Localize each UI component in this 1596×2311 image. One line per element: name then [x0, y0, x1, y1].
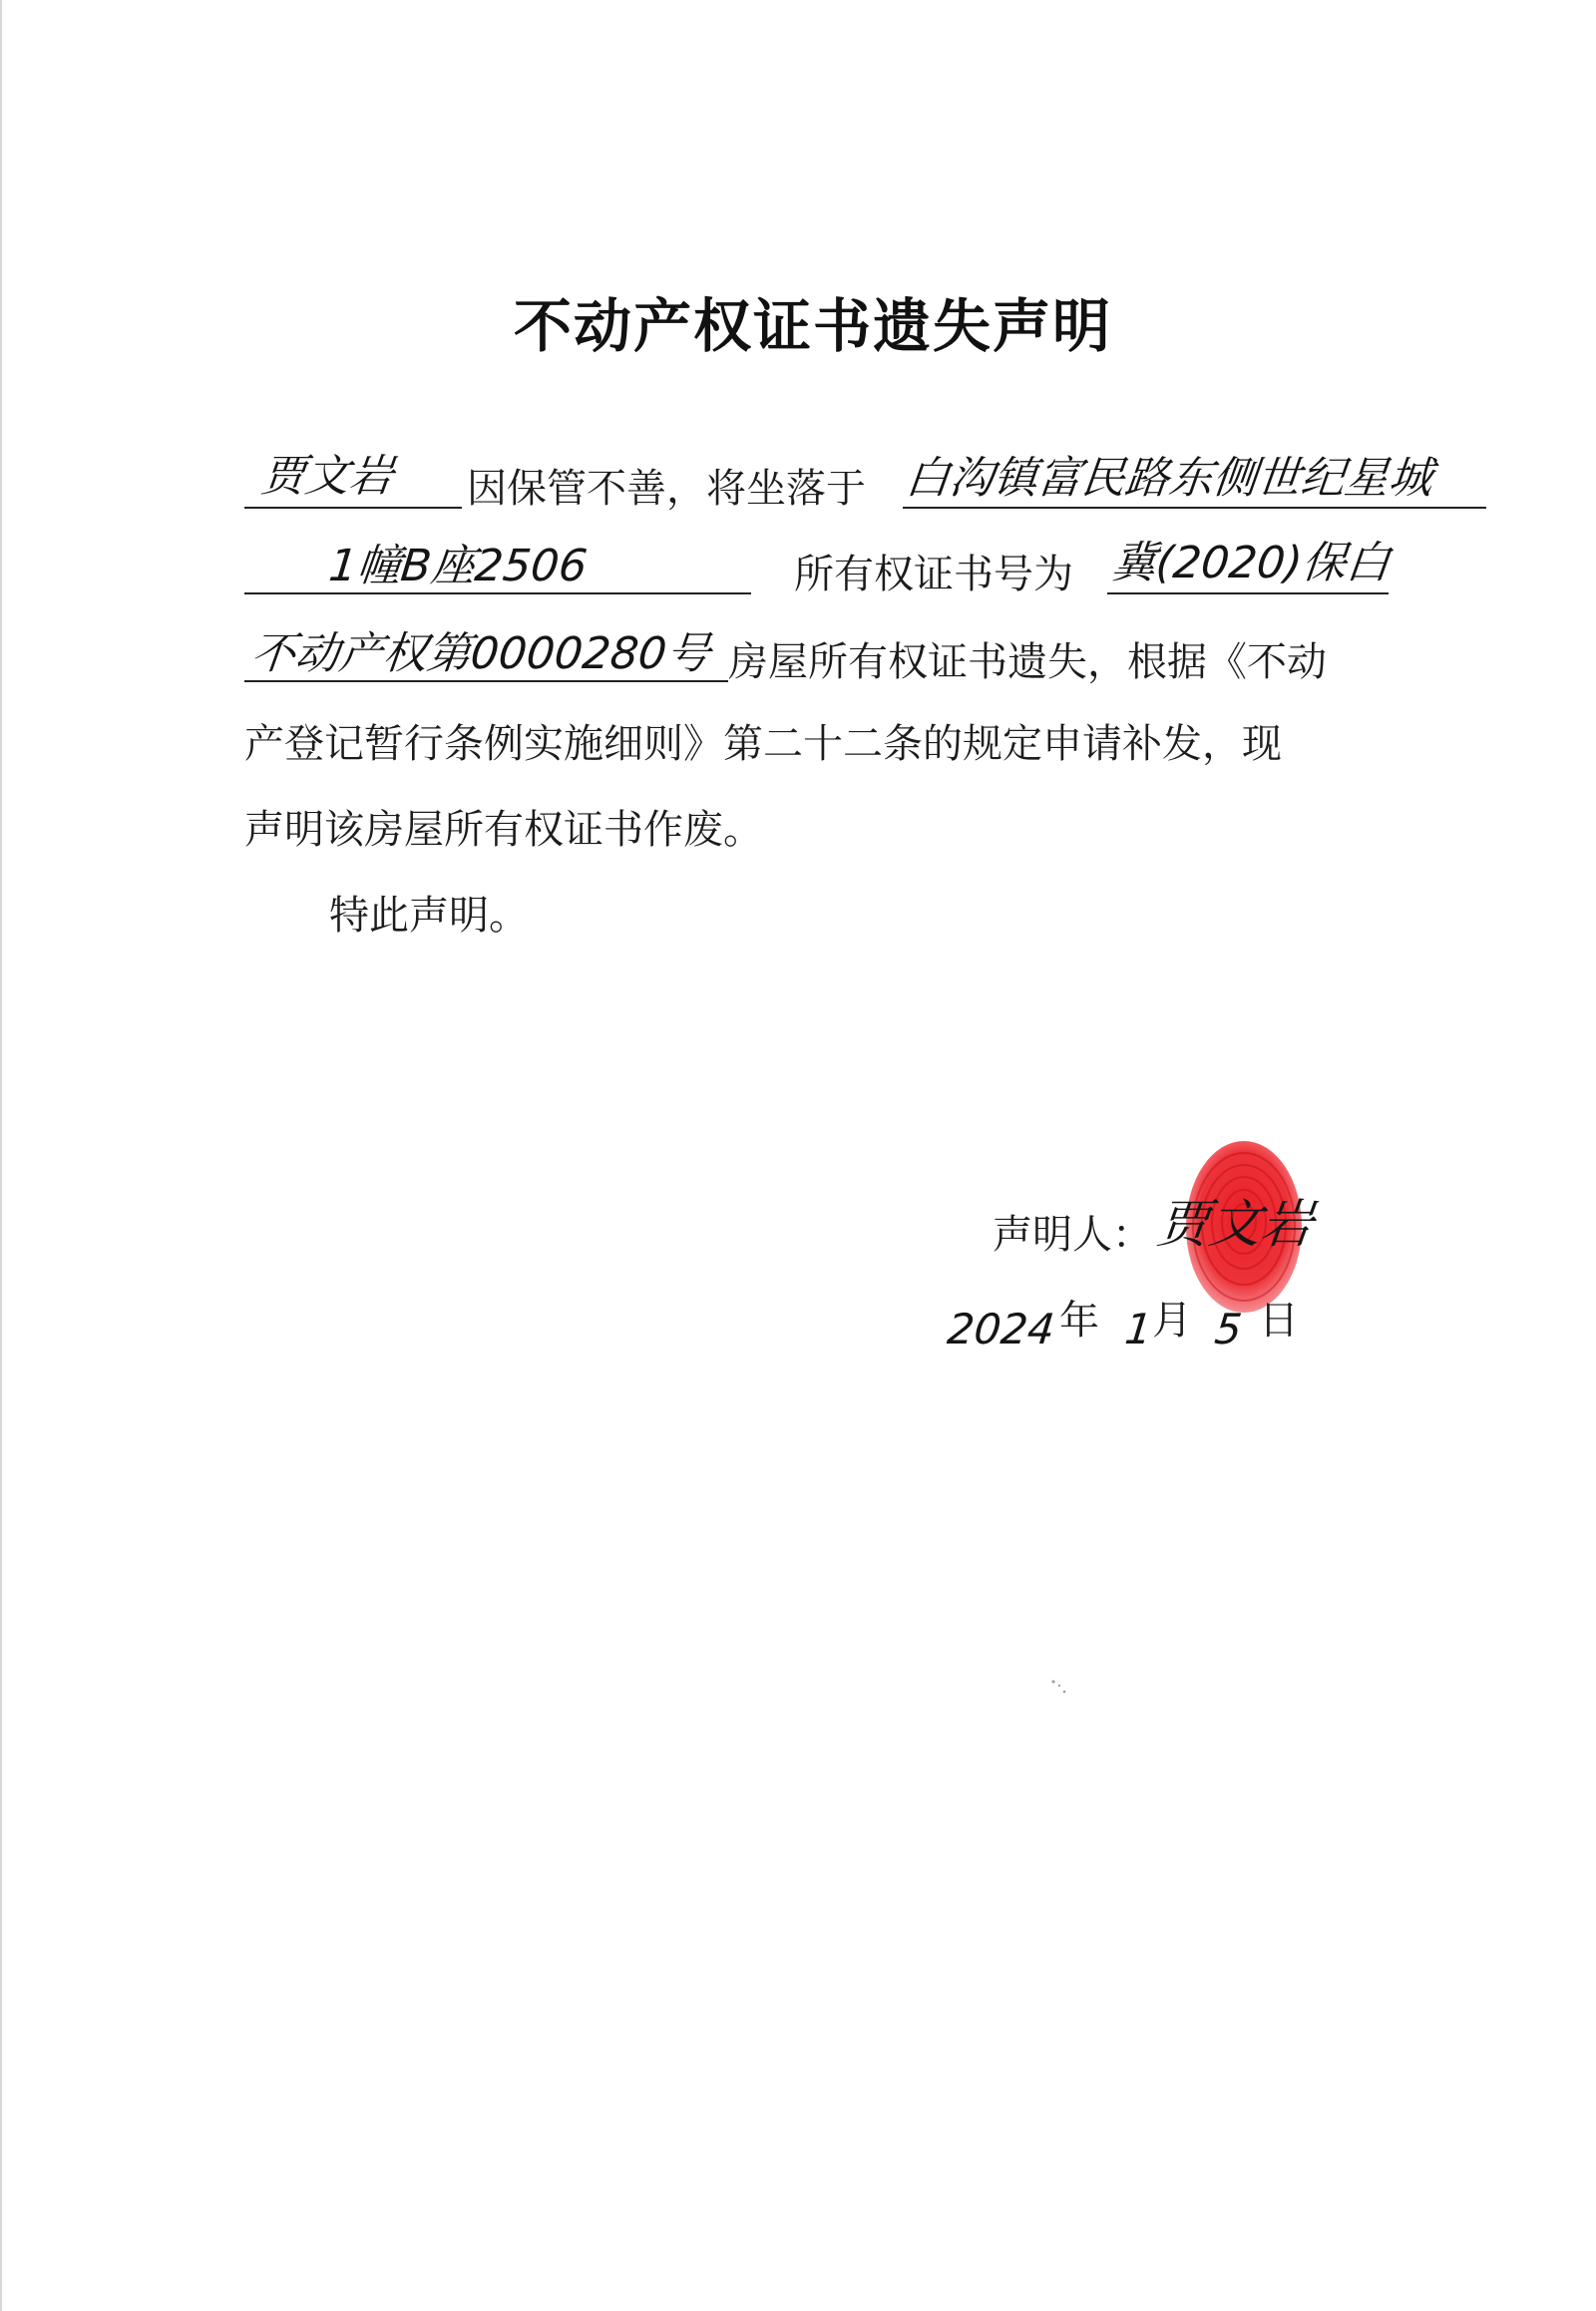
location-handwritten-1: 白沟镇富民路东侧世纪星城 [903, 453, 1435, 504]
date-year-label: 年 [1059, 1298, 1099, 1344]
paragraph-text-3: 房屋所有权证书遗失，根据《不动 [728, 639, 1327, 685]
declarant-label: 声明人： [993, 1212, 1152, 1258]
declarant-signature: 贾文岩 [1153, 1195, 1317, 1255]
location-handwritten-2: 1幢B座2506 [326, 541, 590, 591]
owner-name-handwritten: 贾文岩 [258, 451, 396, 502]
closing-statement: 特此声明。 [329, 893, 529, 939]
paragraph-text-1: 因保管不善，将坐落于 [467, 466, 866, 512]
date-year: 2024 [945, 1305, 1057, 1353]
date-day-label: 日 [1259, 1298, 1299, 1344]
paragraph-text-5: 声明该房屋所有权证书作废。 [244, 807, 763, 853]
paragraph-text-4: 产登记暂行条例实施细则》第二十二条的规定申请补发，现 [244, 721, 1282, 767]
paragraph-text-2: 所有权证书号为 [794, 552, 1073, 597]
scan-speck [1047, 1676, 1071, 1700]
certificate-handwritten-1: 冀(2020)保白 [1109, 538, 1394, 588]
certificate-handwritten-2: 不动产权第0000280号 [248, 628, 713, 679]
date-day: 5 [1212, 1305, 1245, 1353]
document-title: 不动产权证书遗失声明 [513, 292, 1112, 360]
date-month: 1 [1122, 1305, 1155, 1353]
date-month-label: 月 [1152, 1298, 1192, 1344]
